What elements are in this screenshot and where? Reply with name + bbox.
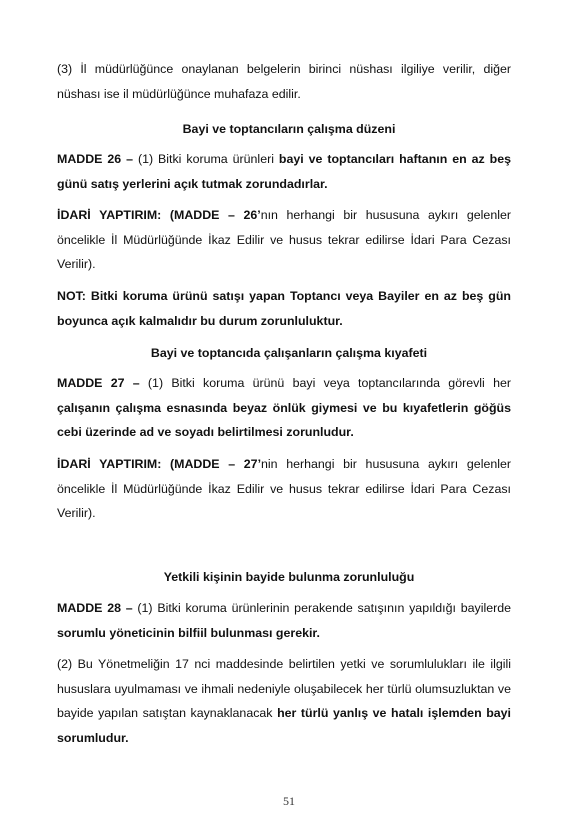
article-27: MADDE 27 – (1) Bitki koruma ürünü bayi veya toptancılarında görevli her çalışanın çalışma esnasında beyaz önlük giymesi ve bu kıyafetlerin göğüs cebi üzerinde ad ve soyadı belirtilmesi zorunludur. bbox=[57, 376, 511, 439]
article-26-label: MADDE 26 – bbox=[57, 152, 133, 166]
administrative-sanction-26: İDARİ YAPTIRIM: (MADDE – 26’nın herhangi bir hususuna aykırı gelenler öncelikle İl Müdürlüğünde İkaz Edilir ve husus tekrar edilirse İdari Para Cezası Verilir). bbox=[57, 208, 511, 271]
article-28: MADDE 28 – (1) Bitki koruma ürünlerinin perakende satışının yapıldığı bayilerde sorumlu yöneticinin bilfiil bulunması gerekir. bbox=[57, 601, 511, 640]
article-26: MADDE 26 – (1) Bitki koruma ürünleri bayi ve toptancıları haftanın en az beş günü satış yerlerini açık tutmak zorundadırlar. bbox=[57, 152, 511, 191]
paragraph-2-responsibility: (2) Bu Yönetmeliğin 17 nci maddesinde belirtilen yetki ve sorumlulukları ile ilgili hususlara uyulmaması ve ihmali nedeniyle oluşabilecek her türlü olumsuzluktan ve bayide yapılan satıştan kaynaklanacak her türlü yanlış ve hatalı işlemden bayi sorumludur. bbox=[57, 657, 511, 745]
note-paragraph: NOT: Bitki koruma ürünü satışı yapan Toptancı veya Bayiler en az beş gün boyunca açık kalmalıdır bu durum zorunluluktur. bbox=[57, 289, 511, 328]
article-28-label: MADDE 28 – bbox=[57, 601, 133, 615]
section-heading-working-order: Bayi ve toptancıların çalışma düzeni bbox=[182, 122, 396, 136]
section-heading-authorized-person: Yetkili kişinin bayide bulunma zorunluluğu bbox=[163, 570, 415, 584]
administrative-sanction-27: İDARİ YAPTIRIM: (MADDE – 27’nin herhangi bir hususuna aykırı gelenler öncelikle İl Müdürlüğünde İkaz Edilir ve husus tekrar edilirse İdari Para Cezası Verilir). bbox=[57, 457, 511, 520]
article-27-label: MADDE 27 – bbox=[57, 376, 140, 390]
paragraph-3: (3) İl müdürlüğünce onaylanan belgelerin birinci nüshası ilgiliye verilir, diğer nüshası ise il müdürlüğünce muhafaza edilir. bbox=[57, 62, 511, 101]
section-heading-work-clothing: Bayi ve toptancıda çalışanların çalışma kıyafeti bbox=[150, 346, 428, 360]
page-number: 51 bbox=[283, 794, 295, 808]
